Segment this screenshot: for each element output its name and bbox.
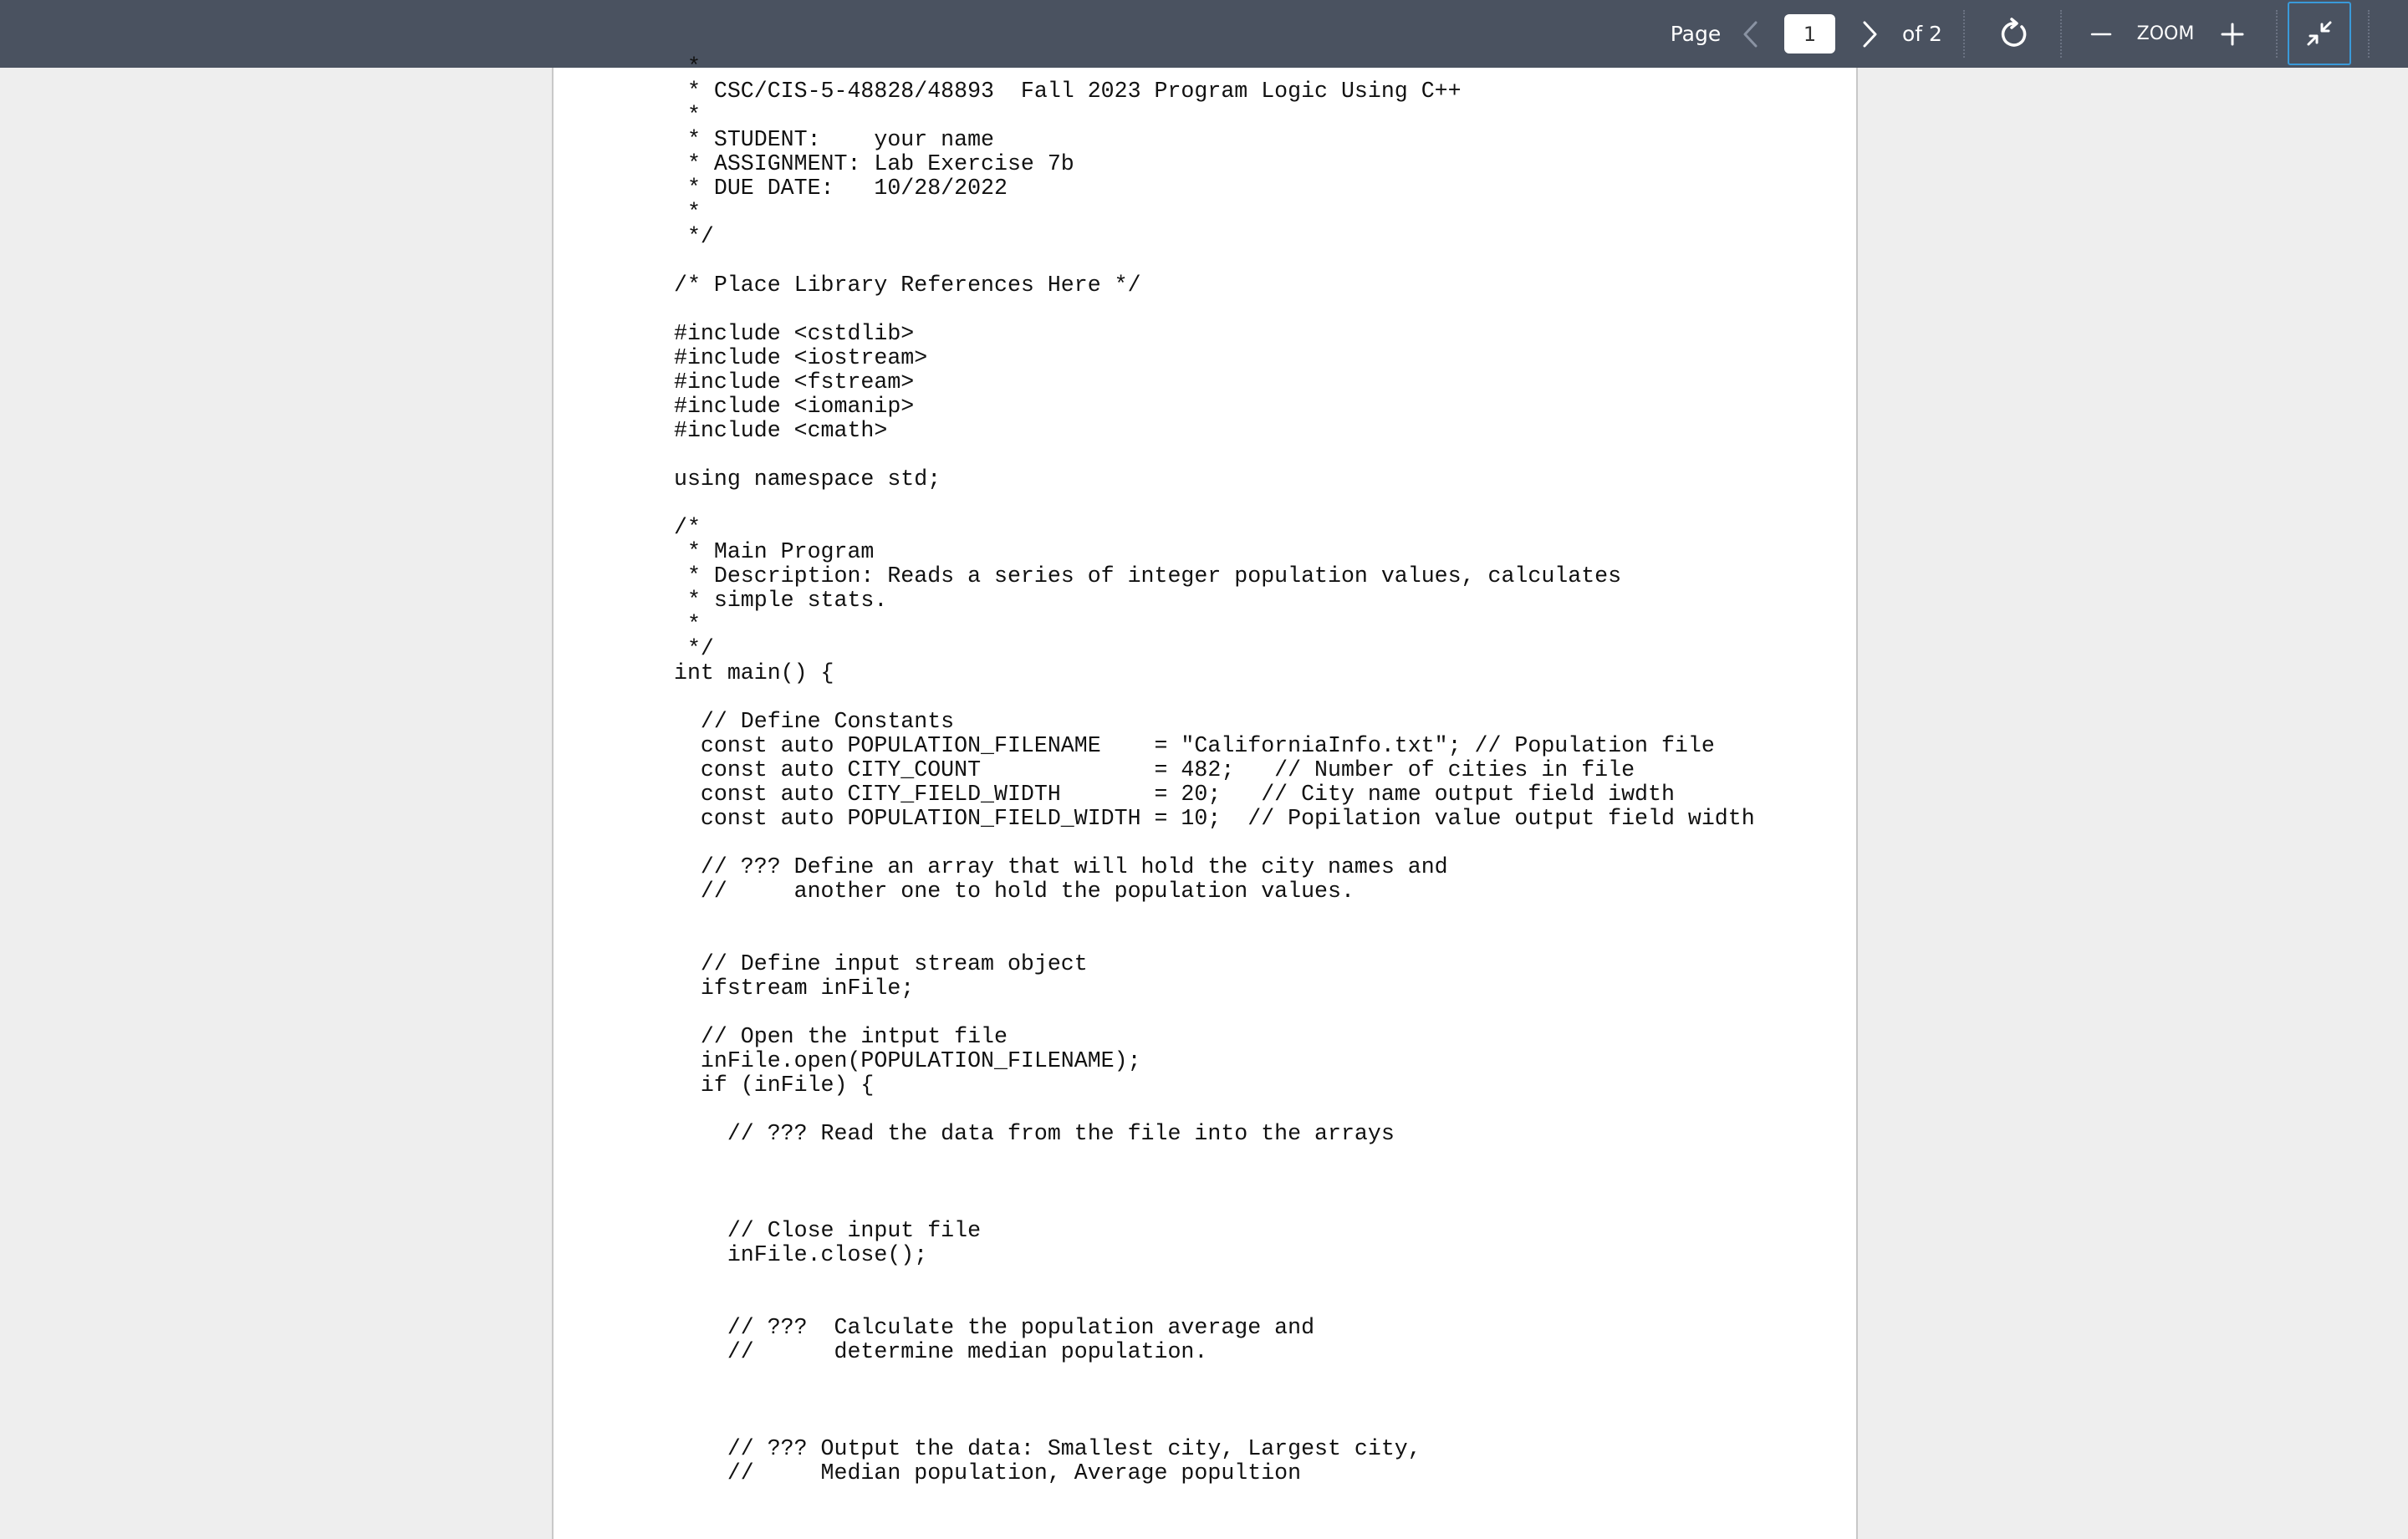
page-label-text: Page <box>1670 22 1722 46</box>
code-line <box>674 1292 1755 1316</box>
code-line <box>674 1413 1755 1437</box>
code-line: // Open the intput file <box>674 1024 1008 1049</box>
code-line <box>674 1364 1755 1389</box>
toolbar-divider <box>2368 10 2370 58</box>
code-line <box>674 1146 1755 1170</box>
code-line: #include <cstdlib> <box>674 321 915 346</box>
code-line: #include <iomanip> <box>674 394 915 419</box>
code-line: */ <box>674 636 714 661</box>
code-line: /* Place Library References Here */ <box>674 273 1141 298</box>
zoom-label-text: ZOOM <box>2136 23 2195 44</box>
code-line: #include <fstream> <box>674 369 915 395</box>
code-line: const auto CITY_COUNT = 482; // Number of cities in file <box>674 757 1635 782</box>
code-line: * ASSIGNMENT: Lab Exercise 7b <box>674 151 1074 176</box>
code-line: using namespace std; <box>674 466 941 492</box>
code-line: inFile.close(); <box>674 1242 928 1267</box>
source-code-text <box>674 55 1755 1485</box>
code-line <box>674 1389 1755 1413</box>
next-page-button[interactable] <box>1853 0 1886 68</box>
code-line: // determine median population. <box>674 1339 1208 1364</box>
code-line: int main() { <box>674 660 834 685</box>
code-line: // ??? Calculate the population average and <box>674 1315 1315 1340</box>
code-line <box>674 443 1755 467</box>
code-line: * <box>674 103 701 128</box>
code-line <box>674 928 1755 952</box>
toolbar-divider <box>2276 10 2278 58</box>
code-line: * <box>674 612 701 637</box>
page-count-label <box>1900 0 1945 68</box>
plus-icon <box>2221 23 2244 46</box>
code-line <box>674 904 1755 928</box>
code-line: // Close input file <box>674 1218 982 1243</box>
code-line: * DUE DATE: 10/28/2022 <box>674 176 1008 201</box>
code-line: // Median population, Average popultion <box>674 1460 1302 1485</box>
code-line: */ <box>674 224 714 249</box>
code-line: #include <iostream> <box>674 345 928 370</box>
code-line: const auto CITY_FIELD_WIDTH = 20; // City name output field iwdth <box>674 782 1675 807</box>
code-line: * <box>674 54 701 79</box>
code-line <box>674 298 1755 322</box>
code-line <box>674 685 1755 710</box>
code-line: // another one to hold the population values. <box>674 879 1354 904</box>
code-line: * simple stats. <box>674 588 888 613</box>
code-line: #include <cmath> <box>674 418 888 443</box>
code-line: * STUDENT: your name <box>674 127 995 152</box>
code-line <box>674 1195 1755 1219</box>
code-line: /* <box>674 515 701 540</box>
code-line <box>674 1170 1755 1195</box>
collapse-icon <box>2305 19 2334 48</box>
zoom-out-button[interactable] <box>2084 0 2119 68</box>
code-line <box>674 1001 1755 1025</box>
toolbar-divider <box>1963 10 1965 58</box>
rotate-icon <box>1997 18 2029 50</box>
page-count-text: of 2 <box>1902 22 1942 46</box>
zoom-label <box>2132 0 2199 68</box>
exit-fullscreen-button[interactable] <box>2288 2 2351 65</box>
minus-icon <box>2090 23 2112 45</box>
code-line <box>674 249 1755 273</box>
code-line <box>674 1267 1755 1292</box>
zoom-in-button[interactable] <box>2214 0 2251 68</box>
code-line <box>674 1098 1755 1122</box>
chevron-right-icon <box>1860 21 1880 48</box>
code-line: // Define input stream object <box>674 951 1088 976</box>
code-line <box>674 492 1755 516</box>
code-line: if (inFile) { <box>674 1073 875 1098</box>
rotate-button[interactable] <box>1990 0 2037 68</box>
page-number-input[interactable] <box>1784 14 1835 54</box>
code-line <box>674 831 1755 855</box>
code-line: * Main Program <box>674 539 875 564</box>
code-line: const auto POPULATION_FILENAME = "CaliforniaInfo.txt"; // Population file <box>674 733 1715 758</box>
code-line: * Description: Reads a series of integer population values, calculates <box>674 563 1622 589</box>
code-line: * CSC/CIS-5-48828/48893 Fall 2023 Program Logic Using C++ <box>674 79 1462 104</box>
code-line: inFile.open(POPULATION_FILENAME); <box>674 1048 1141 1073</box>
code-line: // ??? Read the data from the file into the arrays <box>674 1121 1395 1146</box>
code-line: * <box>674 200 701 225</box>
chevron-left-icon <box>1741 21 1761 48</box>
code-line: // Define Constants <box>674 709 955 734</box>
code-line: // ??? Define an array that will hold the city names and <box>674 854 1448 879</box>
toolbar-divider <box>2060 10 2062 58</box>
document-page <box>552 54 1858 1539</box>
code-line: const auto POPULATION_FIELD_WIDTH = 10; // Popilation value output field width <box>674 806 1755 831</box>
code-line: // ??? Output the data: Smallest city, Largest city, <box>674 1436 1421 1461</box>
code-line: ifstream inFile; <box>674 976 915 1001</box>
